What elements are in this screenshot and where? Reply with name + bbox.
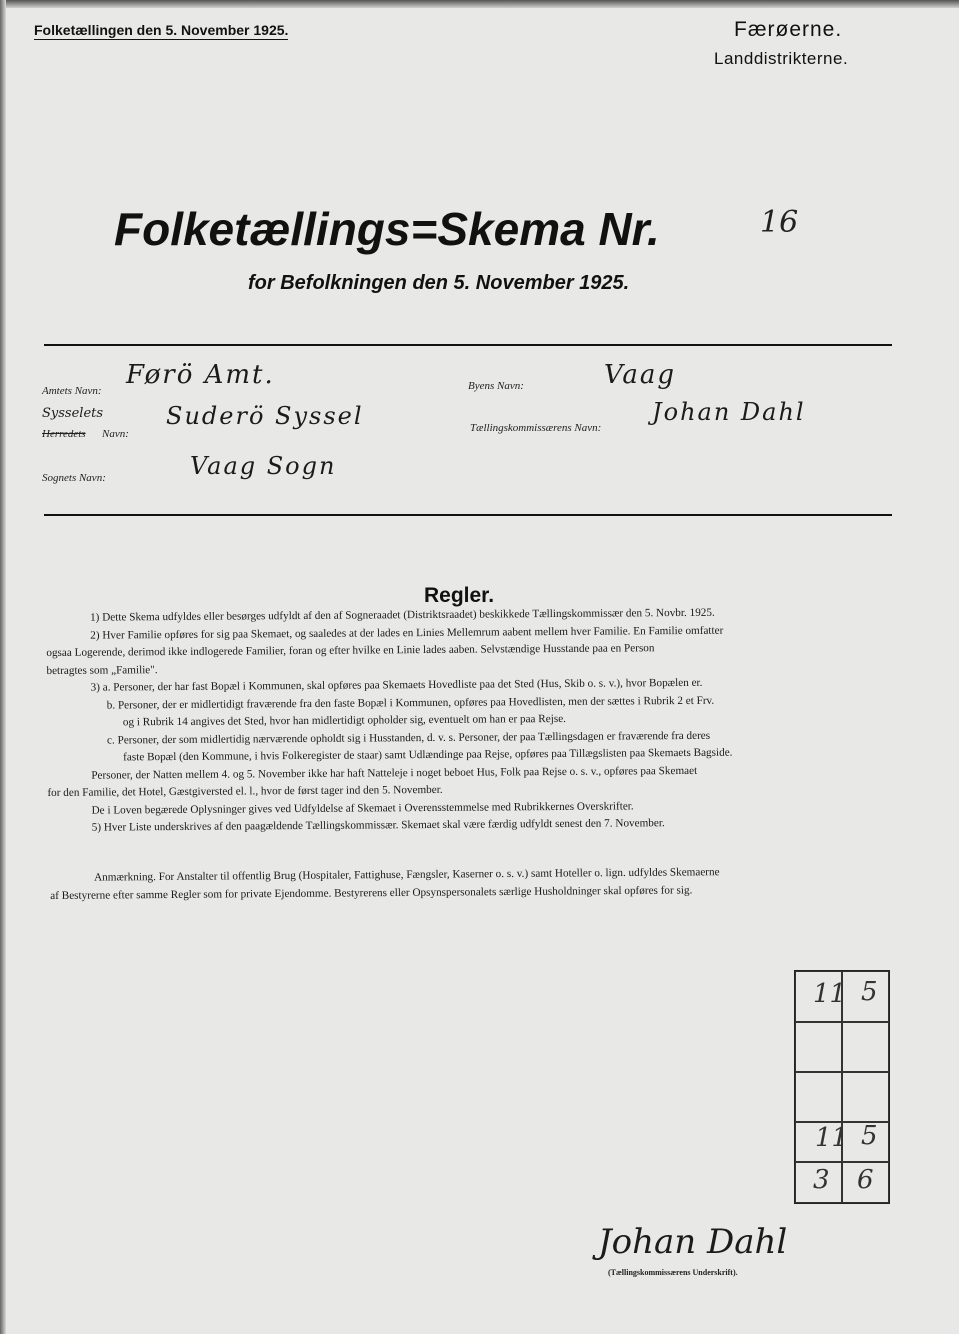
- rule-line: b. Personer, der er midlertidigt fraværende fra den faste Bopæl i Kommunen, opføres paa Hovedlisten, men der sættes i Rubrik 2 et Frv.: [106, 694, 715, 712]
- rule-line: 2) Hver Familie opføres for sig paa Skemaet, og saaledes at der lades en Linies Mellemrum aabent mellem hver Familie. En Familie omfatter: [90, 624, 724, 642]
- tally-row5-left: 11: [815, 1123, 849, 1153]
- tally-row5-right: 5: [861, 1121, 878, 1151]
- rule-line: 3) a. Personer, der har fast Bopæl i Kommunen, skal opføres paa Skemaets Hovedliste paa det Sted (Hus, Skib o. s. v.), hvor Bopælen er.: [90, 676, 703, 694]
- rules-body: [46, 603, 900, 837]
- herred-label-suffix: Navn:: [102, 428, 129, 440]
- sogn-label: Sognets Navn:: [42, 472, 106, 484]
- scan-edge-left: [0, 0, 6, 1334]
- rule-line: De i Loven begærede Oplysninger gives ved Udfyldelse af Skemaet i Overensstemmelse med Rubrikkernes Overskrifter.: [91, 799, 634, 817]
- kommissaer-value-handwritten: Johan Dahl: [652, 398, 806, 426]
- signature-caption: (Tællingskommissærens Underskrift).: [608, 1268, 738, 1277]
- syssel-label-handwritten: Sysselets: [42, 406, 104, 421]
- form-title: Folketællings=Skema Nr.: [114, 203, 660, 255]
- census-date-header: Folketællingen den 5. November 1925.: [34, 22, 289, 38]
- byen-label: Byens Navn:: [468, 380, 524, 392]
- tally-cell: [795, 1072, 842, 1122]
- rule-line: faste Bopæl (den Kommune, i hvis Folkeregister de staar) samt Udlændinge paa Rejse, opføres paa Tillægslisten paa Skemaets Bagside.: [123, 746, 733, 764]
- form-number-handwritten: 16: [760, 205, 799, 240]
- tally-row1-left: 11: [813, 979, 847, 1009]
- tally-cell: [842, 1022, 889, 1072]
- rule-line: 1) Dette Skema udfyldes eller besørges udfyldt af den af Sogneraadet (Distriktsraadet) beskikkede Tællingskommissær den 5. Novbr. 1925.: [90, 606, 715, 624]
- rule-line: Personer, der Natten mellem 4. og 5. November ikke har haft Natteleje i noget beboet Hus, Folk paa Rejse o. s. v., opføres paa Skemaet: [91, 764, 698, 782]
- top-divider: [44, 344, 892, 346]
- form-subtitle: for Befolkningen den 5. November 1925.: [248, 272, 630, 294]
- syssel-value-handwritten: Suderö Syssel: [166, 402, 364, 430]
- kommissaer-label: Tællingskommissærens Navn:: [470, 422, 602, 434]
- region-header: Færøerne.: [734, 18, 843, 41]
- district-type-header: Landdistrikterne.: [714, 49, 849, 68]
- rule-line: og i Rubrik 14 angives det Sted, hvor han midlertidigt opholder sig, eventuelt om han er paa Rejse.: [122, 712, 566, 729]
- signature-handwritten: Johan Dahl: [598, 1222, 788, 1262]
- rule-line: betragtes som „Familie".: [46, 663, 158, 677]
- tally-cell: [795, 1022, 842, 1072]
- tally-row1-right: 5: [861, 977, 878, 1007]
- tally-grid: [794, 970, 890, 1204]
- tally-cell: [842, 1072, 889, 1122]
- remark-line: Anmærkning. For Anstalter til offentlig Brug (Hospitaler, Fattighuse, Fængsler, Kaserner o. s. v.) samt Hoteller o. lign. udfyldes Skemaerne: [94, 866, 720, 884]
- amt-value-handwritten: Førö Amt.: [126, 360, 275, 390]
- rule-line: c. Personer, der som midlertidig nærværende opholdt sig i Husstanden, d. v. s. Personer, der paa Tællingsdagen er fraværende fra deres: [106, 729, 711, 747]
- rule-line: 5) Hver Liste underskrives af den paagældende Tællingskommissær. Skemaet skal være færdig udfyldt senest den 7. November.: [91, 817, 665, 834]
- herred-label-struck: Herredets: [42, 428, 86, 440]
- tally-row6-right: 6: [857, 1165, 874, 1195]
- remark-block: [50, 863, 902, 905]
- amt-label: Amtets Navn:: [42, 385, 102, 397]
- rules-heading: Regler.: [424, 584, 495, 607]
- tally-row6-left: 3: [813, 1165, 830, 1195]
- byen-value-handwritten: Vaag: [604, 360, 677, 390]
- remark-line: af Bestyrerne efter samme Regler som for private Ejendomme. Bestyrerens eller Opsynspersonalets særlige Husholdninger skal opføres for sig.: [50, 883, 693, 902]
- rule-line: ogsaa Logerende, derimod ikke indlogerede Familier, foran og efter hvilke en Linie lades aaben. Selvstændige Husstande paa en Person: [46, 642, 655, 659]
- bottom-divider: [44, 514, 892, 516]
- rule-line: for den Familie, det Hotel, Gæstgiversted el. l., hvor de først tager ind den 5. November.: [47, 783, 443, 799]
- sogn-value-handwritten: Vaag Sogn: [190, 452, 337, 480]
- scan-edge-top: [0, 0, 959, 8]
